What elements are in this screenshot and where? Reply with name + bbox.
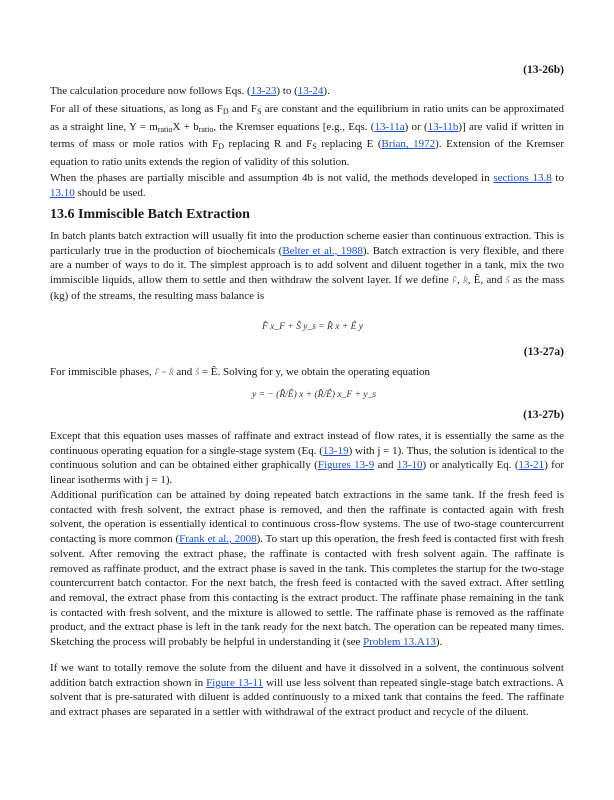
link-eq-13-24[interactable]: 13-24 [297,85,324,97]
paragraph-immiscible-phases: For immiscible phases, F̂ = R̂ and Ŝ = Ê. Solving for y, we obtain the operating equation [50,366,431,378]
link-eq-13-11b[interactable]: 13-11b [427,120,459,133]
link-problem-13-a13[interactable]: Problem 13.A13 [363,636,436,649]
link-figure-13-11[interactable]: Figure 13-11 [206,676,264,689]
paragraph-partially-miscible: When the phases are partially miscible and assumption 4b is not valid, the methods developed in sections 13.8 to 13.10 should be used. [50,172,564,199]
paragraph-batch-plants: In batch plants batch extraction will usually fit into the production scheme easier than continuous extraction. This is particularly true in the production of biochemicals (Belter et al., 1988). Batch extraction is very flexible, and there are a number of ways to do it. The simplest approach is to add solvent and diluent together in a tank, mix the two immiscible liquids, allow them to settle and then withdraw the solvent layer. If we define F̂, R̂, Ê, and Ŝ as the mass (kg) of the streams, the resulting mass balance is [50,230,564,302]
equation-number-13-27b: (13-27b) [523,409,564,421]
equation-mass-balance: F̂ x_F + Ŝ y_s = R̂ x + Ê y [262,322,364,332]
link-figure-13-9[interactable]: Figures 13-9 [317,459,375,472]
equation-operating-line: y = − (R̂/Ê) x + (R̂/Ê) x_F + y_s [252,390,377,400]
equation-number-13-26b: (13-26b) [523,64,564,76]
paragraph-continuous-solvent-addition: If we want to totally remove the solute from the diluent and have it dissolved in a solvent, the continuous solvent addition batch extraction shown in Figure 13-11 will use less solvent than repeated single-stage batch extractions. A solvent that is pre-saturated with diluent is added continuously to a mixed tank that contains the feed. The raffinate and extract phases are separated in a settler with withdrawal of the extract product and recycle of the diluent. [50,662,564,719]
equation-number-13-27a: (13-27a) [523,346,564,358]
link-eq-13-23[interactable]: 13-23 [250,85,277,97]
section-heading: 13.6 Immiscible Batch Extraction [50,207,250,222]
link-brian-1972[interactable]: Brian, 1972 [381,138,436,151]
link-eq-13-21[interactable]: 13-21 [518,459,545,472]
link-eq-13-11a[interactable]: 13-11a [374,120,405,133]
paragraph-except-that: Except that this equation uses masses of raffinate and extract instead of flow rates, it is essentially the same as the continuous operating equation for a single-stage system (Eq. (13-19) with j = 1). Thus, the solution is identical to the continuous solution and can be obtained either graphically (Figures 13-9 and 13-10) or analytically Eq. (13-21) for linear isotherms with j = 1). [50,430,564,487]
link-eq-13-19[interactable]: 13-19 [322,444,349,457]
link-frank-2008[interactable]: Frank et al., 2008 [179,533,257,546]
link-section-13-8[interactable]: sections 13.8 [493,172,552,184]
link-section-13-10[interactable]: 13.10 [50,186,75,199]
link-belter-1988[interactable]: Belter et al., 1988 [282,244,363,257]
paragraph-calculation-procedure: The calculation procedure now follows Eqs. (13-23) to (13-24). [50,85,330,97]
paragraph-kremser-equations: For all of these situations, as long as $F_D$ and $F_S$ are constant and the equilibrium in ratio units can be approximated as a straight line, $Y = m_{ratio}X + b_{ratio}$, the Kremser equations [e.g., Eqs. (13-11a) or (13-11b)] are valid if written in terms of mass or mole ratios with $F_D$ replacing R and $F_S$ replacing E (Brian, 1972). Extension of the Kremser equation to ratio units extends the region of validity of this solution. [50,103,565,169]
link-figure-13-10[interactable]: 13-10 [396,459,423,472]
paragraph-additional-purification: Additional purification can be attained by doing repeated batch extractions in the same tank. If the fresh feed is contacted with fresh solvent, the extract phase is removed, and then the raffinate is contacted again with fresh solvent, the operation is essentially identical to continuous cross-flow systems. The use of two-stage countercurrent contacting is more common (Frank et al., 2008). To start up this operation, the fresh feed is contacted first with fresh solvent. After removing the extract phase, the raffinate is contacted with fresh solvent again. The raffinate is removed as raffinate product, and the extract phase is saved in the tank. This completes the startup for the two-stage countercurrent batch contactor. For the next batch, the fresh feed is contacted with the saved extract. After settling and removal, the extract phase from this contacting is the extract product. The raffinate phase remaining in the tank is contacted with fresh solvent, and the mixture is allowed to settle. The raffinate phase is removed as the raffinate product, and the extract phase is left in the tank ready for the next batch. The operation can be repeated many times. Sketching the process will probably be helpful in understanding it (see Problem 13.A13). [50,489,564,649]
